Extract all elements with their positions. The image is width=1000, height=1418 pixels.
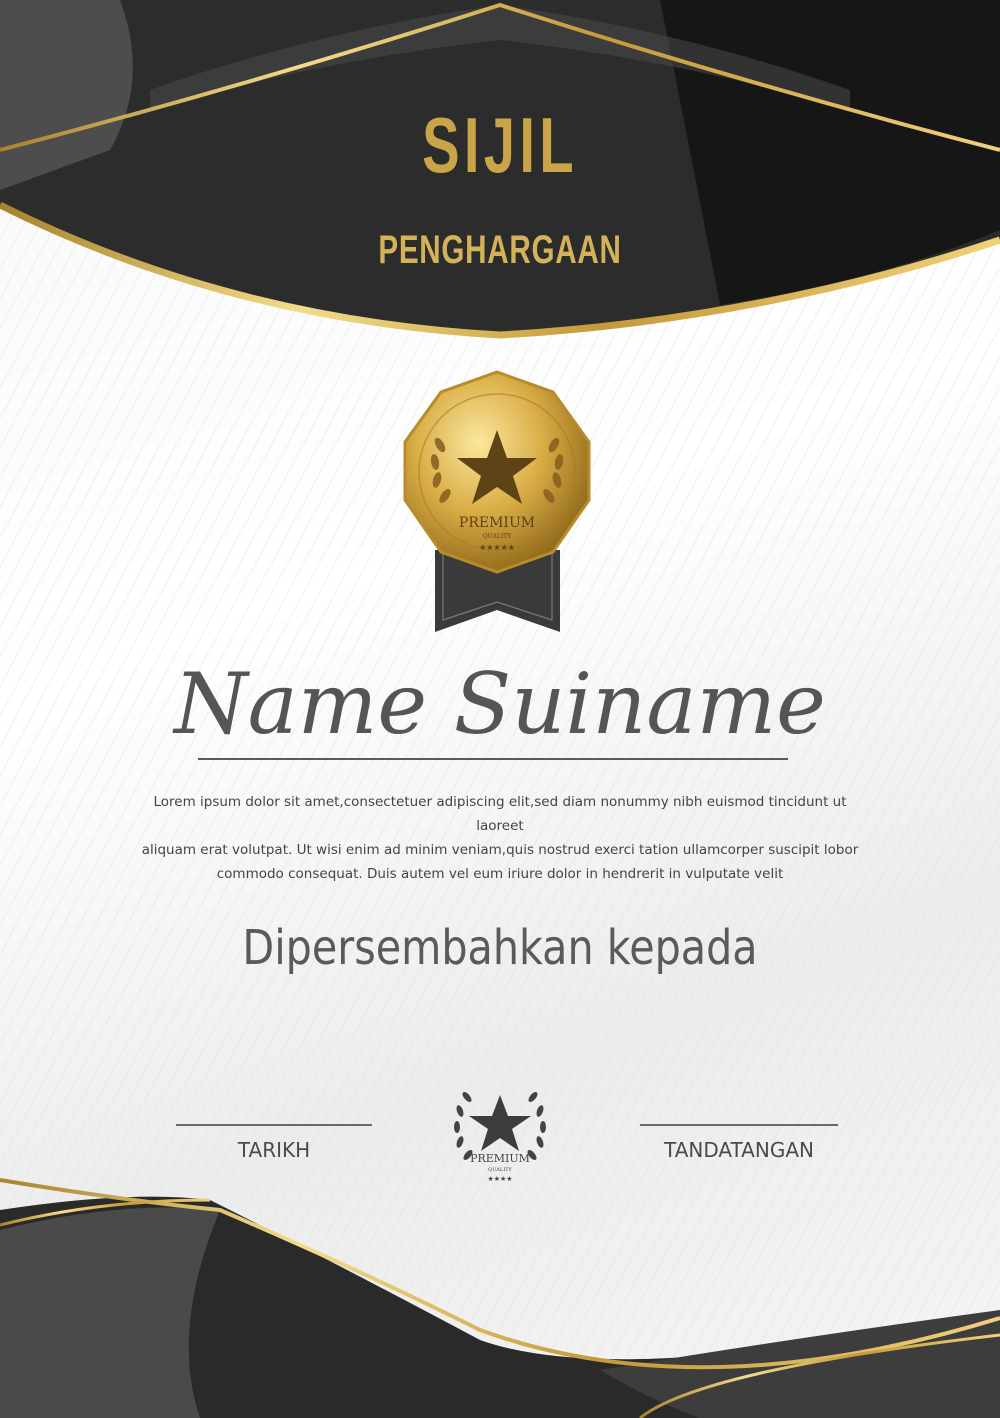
date-label: TARIKH (237, 1138, 311, 1162)
seal-stars: ★★★★ (487, 1175, 513, 1183)
body-line: aliquam erat volutpat. Ut wisi enim ad minim veniam,quis nostrud exerci tation ullamcorper suscipit lobor (141, 842, 859, 858)
date-line (176, 1124, 372, 1126)
certificate-title: SIJIL (422, 101, 578, 189)
medal-subtext: QUALITY (482, 533, 512, 540)
medal-stars: ★★★★★ (479, 543, 515, 552)
body-line: Lorem ipsum dolor sit amet,consectetuer adipiscing elit,sed diam nonummy nibh euismod tincidunt ut laoreet (153, 794, 847, 834)
medal-text: PREMIUM (458, 515, 536, 531)
gold-medal (395, 370, 600, 635)
seal-text: PREMIUM (470, 1152, 530, 1165)
body-line: commodo consequat. Duis autem vel eum iriure dolor in hendrerit in vulputate velit (216, 866, 784, 882)
certificate-subtitle: PENGHARGAAN (378, 228, 622, 272)
signature-line (640, 1124, 838, 1126)
name-underline (198, 758, 788, 760)
small-seal (445, 1075, 555, 1190)
recipient-name: Name Suiname (174, 655, 826, 753)
seal-subtext: QUALITY (488, 1167, 512, 1173)
presented-to-heading: Dipersembahkan kepada (242, 920, 758, 976)
body-text (130, 790, 870, 886)
signature-label: TANDATANGAN (664, 1138, 814, 1162)
